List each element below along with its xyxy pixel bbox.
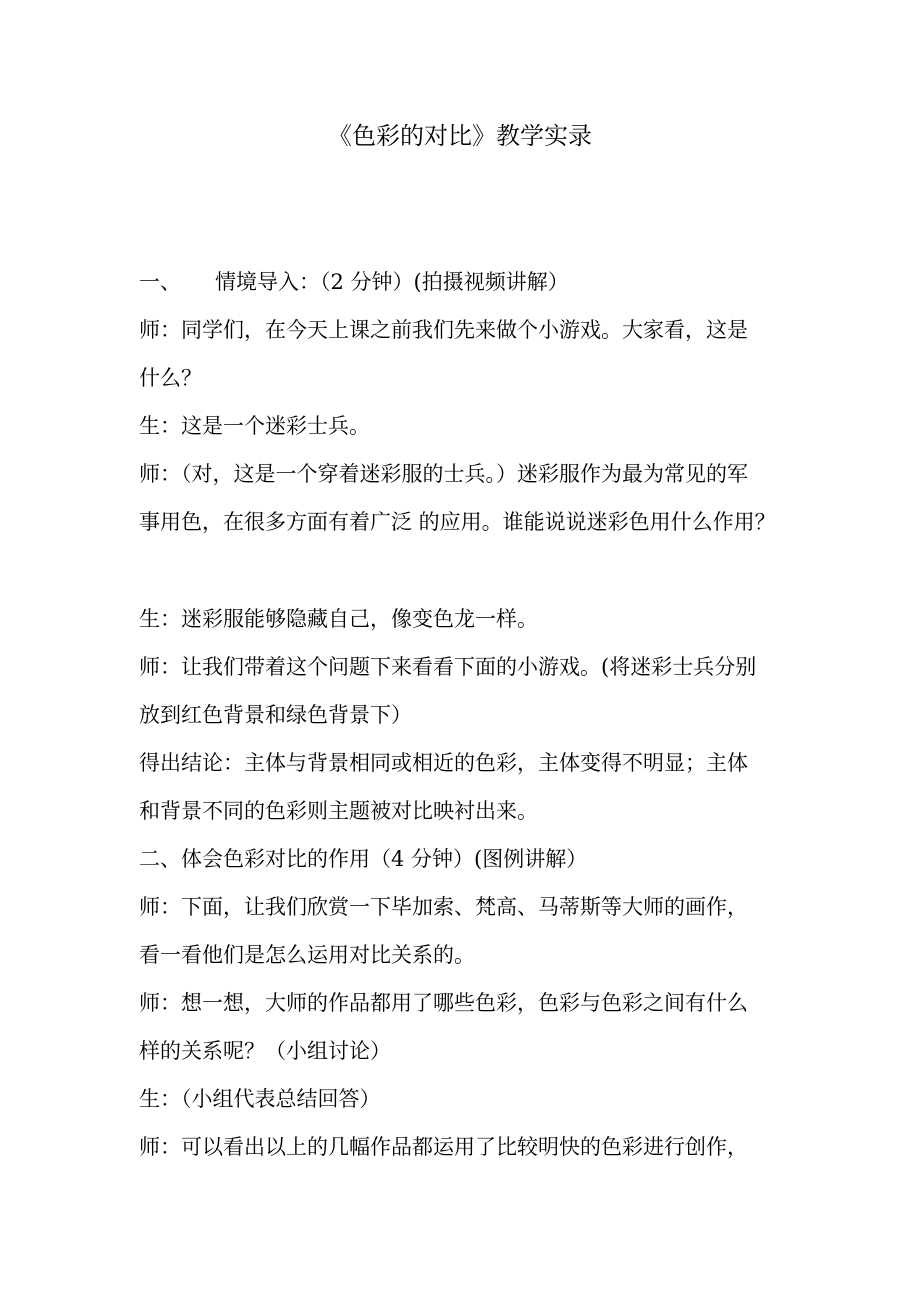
paragraph-line: 生：这是一个迷彩士兵。 [139, 414, 370, 438]
paragraph-line: 事用色，在很多方面有着广泛 的应用。谁能说说迷彩色用什么作用？ [139, 510, 776, 534]
paragraph-line: 师：让我们带着这个问题下来看看下面的小游戏。(将迷彩士兵分别 [139, 655, 757, 679]
paragraph-line: 生：（小组代表总结回答） [139, 1087, 381, 1111]
paragraph-line: 师：想一想，大师的作品都用了哪些色彩，色彩与色彩之间有什么 [139, 991, 748, 1015]
paragraph-line: 师：（对，这是一个穿着迷彩服的士兵。）迷彩服作为最为常见的军 [139, 462, 748, 486]
paragraph-line: 生：迷彩服能够隐藏自己，像变色龙一样。 [139, 607, 538, 631]
paragraph-line: 样的关系呢？（小组讨论） [139, 1039, 391, 1063]
paragraph-line: 师：下面，让我们欣赏一下毕加索、梵高、马蒂斯等大师的画作， [139, 895, 748, 919]
section-heading-1 [139, 268, 799, 296]
paragraph-line: 和背景不同的色彩则主题被对比映衬出来。 [139, 799, 538, 823]
paragraph-line: 师：同学们，在今天上课之前我们先来做个小游戏。大家看，这是 [139, 318, 748, 342]
section-number: 一、 [139, 270, 181, 294]
paragraph-line: 放到红色背景和绿色背景下） [139, 703, 412, 727]
section-heading-text: 情境导入：（2 分钟）(拍摄视频讲解） [215, 270, 569, 294]
section-heading-2: 二、体会色彩对比的作用（4 分钟）(图例讲解） [139, 847, 588, 871]
document-title: 《色彩的对比》教学实录 [328, 122, 592, 150]
paragraph-line: 看一看他们是怎么运用对比关系的。 [139, 943, 475, 967]
paragraph-line: 得出结论：主体与背景相同或相近的色彩，主体变得不明显；主体 [139, 751, 748, 775]
paragraph-line: 什么？ [139, 366, 202, 390]
paragraph-line: 师：可以看出以上的几幅作品都运用了比较明快的色彩进行创作， [139, 1135, 748, 1159]
